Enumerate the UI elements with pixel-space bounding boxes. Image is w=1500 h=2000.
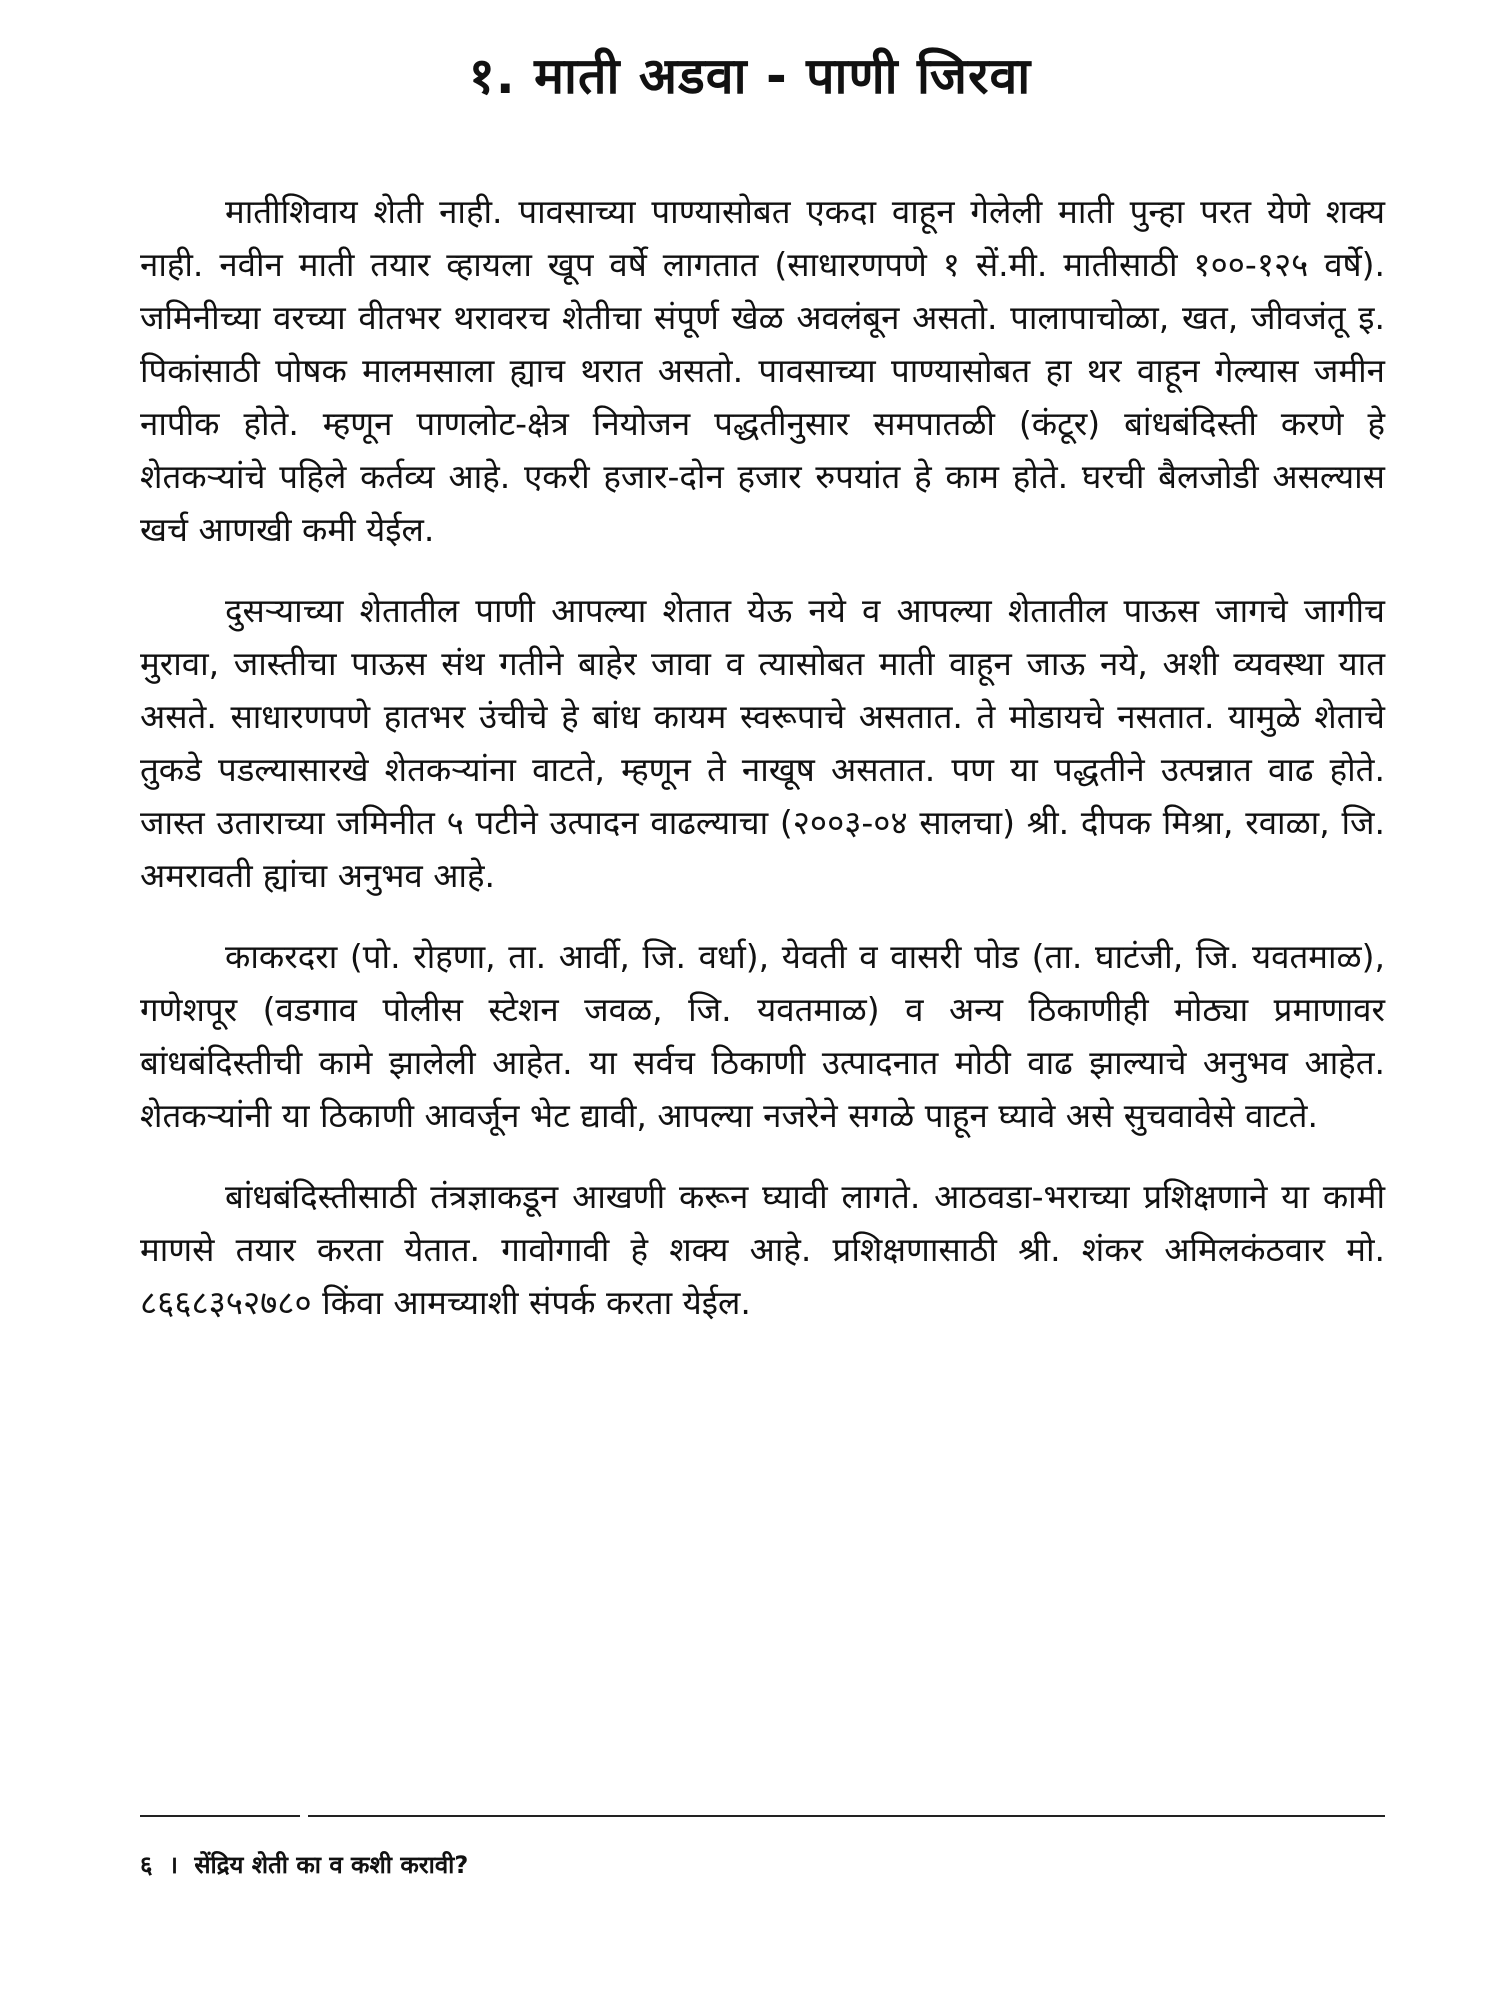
body-text	[140, 185, 1385, 1357]
page-title: १. माती अडवा - पाणी जिरवा	[468, 47, 1032, 105]
page-number: ६	[140, 1851, 153, 1879]
paragraph-3: काकरदरा (पो. रोहणा, ता. आर्वी, जि. वर्धा), येवती व वासरी पोड (ता. घाटंजी, जि. यवतमाळ), गणेशपूर (वडगाव पोलीस स्टेशन जवळ, जि. यवतमाळ) व अन्य ठिकाणीही मोठ्या प्रमाणावर बांधबंदिस्तीची कामे झालेली आहेत. या सर्वच ठिकाणी उत्पादनात मोठी वाढ झाल्याचे अनुभव आहेत. शेतकऱ्यांनी या ठिकाणी आवर्जून भेट द्यावी, आपल्या नजरेने सगळे पाहून घ्यावे असे सुचवावेसे वाटते.	[140, 937, 1385, 1135]
paragraph-4: बांधबंदिस्तीसाठी तंत्रज्ञाकडून आखणी करून घ्यावी लागते. आठवडा-भराच्या प्रशिक्षणाने या कामी माणसे तयार करता येतात. गावोगावी हे शक्य आहे. प्रशिक्षणासाठी श्री. शंकर अमिलकंठवार मो. ८६६८३५२७८० किंवा आमच्याशी संपर्क करता येईल.	[140, 1177, 1385, 1322]
page-footer	[140, 1848, 468, 1881]
footer-divider-long	[308, 1815, 1385, 1817]
footer-divider-short	[140, 1815, 300, 1817]
footer-separator: ।	[168, 1851, 178, 1879]
paragraph-1: मातीशिवाय शेती नाही. पावसाच्या पाण्यासोबत एकदा वाहून गेलेली माती पुन्हा परत येणे शक्य नाही. नवीन माती तयार व्हायला खूप वर्षे लागतात (साधारणपणे १ सें.मी. मातीसाठी १००-१२५ वर्षे). जमिनीच्या वरच्या वीतभर थरावरच शेतीचा संपूर्ण खेळ अवलंबून असतो. पालापाचोळा, खत, जीवजंतू इ. पिकांसाठी पोषक मालमसाला ह्याच थरात असतो. पावसाच्या पाण्यासोबत हा थर वाहून गेल्यास जमीन नापीक होते. म्हणून पाणलोट-क्षेत्र नियोजन पद्धतीनुसार समपातळी (कंटूर) बांधबंदिस्ती करणे हे शेतकऱ्यांचे पहिले कर्तव्य आहे. एकरी हजार-दोन हजार रुपयांत हे काम होते. घरची बैलजोडी असल्यास खर्च आणखी कमी येईल.	[140, 192, 1385, 549]
book-title: सेंद्रिय शेती का व कशी करावी?	[194, 1851, 469, 1879]
paragraph-2: दुसऱ्याच्या शेतातील पाणी आपल्या शेतात येऊ नये व आपल्या शेतातील पाऊस जागचे जागीच मुरावा, जास्तीचा पाऊस संथ गतीने बाहेर जावा व त्यासोबत माती वाहून जाऊ नये, अशी व्यवस्था यात असते. साधारणपणे हातभर उंचीचे हे बांध कायम स्वरूपाचे असतात. ते मोडायचे नसतात. यामुळे शेताचे तुकडे पडल्यासारखे शेतकऱ्यांना वाटते, म्हणून ते नाखूष असतात. पण या पद्धतीने उत्पन्नात वाढ होते. जास्त उताराच्या जमिनीत ५ पटीने उत्पादन वाढल्याचा (२००३-०४ सालचा) श्री. दीपक मिश्रा, रवाळा, जि. अमरावती ह्यांचा अनुभव आहे.	[140, 591, 1385, 895]
